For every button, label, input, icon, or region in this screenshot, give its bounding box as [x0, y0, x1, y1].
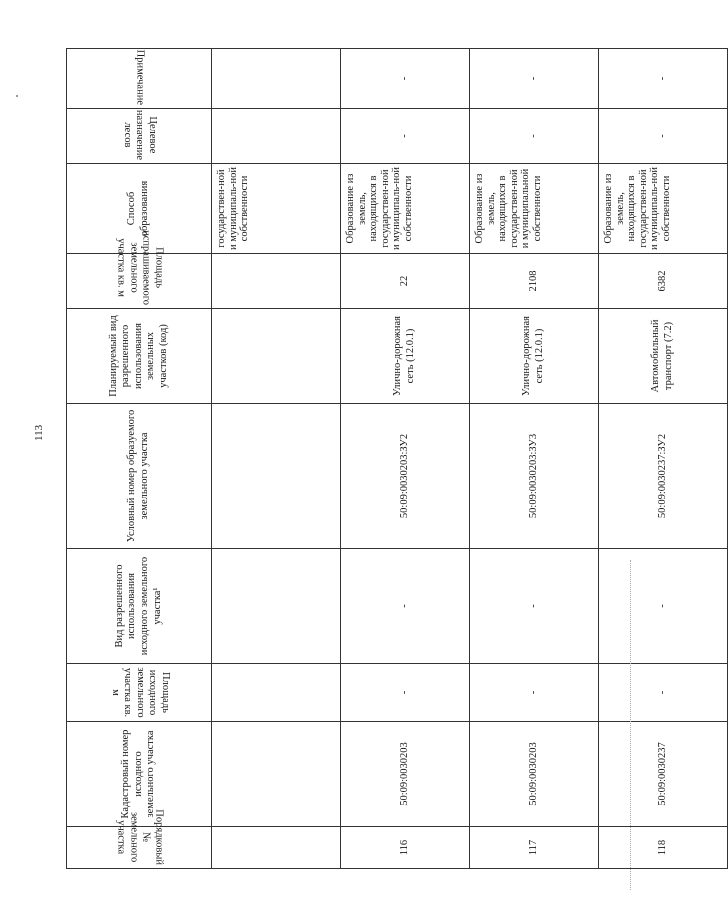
cell-new-number — [212, 404, 341, 549]
table-header-row — [67, 49, 212, 869]
cell-source-cadastral: 50:09:0030203 — [341, 722, 470, 827]
table-row — [212, 49, 341, 869]
page-number: 113 — [33, 424, 45, 441]
cell-note — [212, 49, 341, 109]
cell-new-area — [212, 254, 341, 309]
cell-source-cadastral — [212, 722, 341, 827]
cell-source-use: - — [470, 549, 599, 664]
cell-forest: - — [470, 109, 599, 164]
cell-note: - — [470, 49, 599, 109]
cell-forest: - — [599, 109, 728, 164]
cell-planned-use: Улично-дорожная сеть (12.0.1) — [341, 309, 470, 404]
cell-source-area: - — [341, 664, 470, 722]
cell-source-cadastral: 50:09:0030237 — [599, 722, 728, 827]
cell-note: - — [599, 49, 728, 109]
cell-source-use — [212, 549, 341, 664]
cell-new-number: 50:09:0030203:ЗУ3 — [470, 404, 599, 549]
header-source-use: Вид разрешенного использования исходного земельного участка¹ — [67, 549, 212, 664]
cell-source-area: - — [599, 664, 728, 722]
cell-method: Образование из земель, находящихся в государствен-ной и муниципальной собственности — [470, 164, 599, 254]
cell-new-number: 50:09:0030237:ЗУ2 — [599, 404, 728, 549]
table-row — [470, 49, 599, 869]
cell-order-no — [212, 827, 341, 869]
land-plot-table — [66, 48, 728, 869]
header-method: Способ образования — [67, 164, 212, 254]
scan-speck — [16, 95, 18, 97]
cell-method: Образование из земель, находящихся в государствен-ной и муниципаль-ной собственности — [599, 164, 728, 254]
cell-forest: - — [341, 109, 470, 164]
cell-order-no: 116 — [341, 827, 470, 869]
cell-note: - — [341, 49, 470, 109]
header-new-number: Условный номер образуемого земельного участка — [67, 404, 212, 549]
cell-new-area: 2108 — [470, 254, 599, 309]
cell-new-area: 22 — [341, 254, 470, 309]
header-source-area: Площадь исходного земельного участка кв. м — [67, 664, 212, 722]
header-note: Примечание — [67, 49, 212, 109]
cell-method: государствен-ной и муниципаль-ной собственности — [212, 164, 341, 254]
cell-planned-use: Автомобильный транспорт (7.2) — [599, 309, 728, 404]
cell-source-cadastral: 50:09:0030203 — [470, 722, 599, 827]
header-new-area: Площадь испрашиваемого земельного участка кв. м — [67, 254, 212, 309]
cell-method: Образование из земель, находящихся в государствен-ной и муниципаль-ной собственности — [341, 164, 470, 254]
cell-planned-use: Улично-дорожная сеть (12.0.1) — [470, 309, 599, 404]
cell-forest — [212, 109, 341, 164]
scan-edge-mark — [630, 560, 632, 890]
cell-order-no: 118 — [599, 827, 728, 869]
cell-source-use: - — [599, 549, 728, 664]
table-row — [599, 49, 728, 869]
cell-new-area: 6382 — [599, 254, 728, 309]
header-source-cadastral: Кадастровый номер исходного земельного участка — [67, 722, 212, 827]
land-plot-table-rotated — [66, 49, 674, 869]
header-forest: Целевое назначение лесов — [67, 109, 212, 164]
cell-source-area: - — [470, 664, 599, 722]
cell-planned-use — [212, 309, 341, 404]
header-planned-use: Планируемый вид разрешенного использования земельных участков (код) — [67, 309, 212, 404]
header-order-no: Порядковый № земельного участка — [67, 827, 212, 869]
cell-new-number: 50:09:0030203:ЗУ2 — [341, 404, 470, 549]
cell-order-no: 117 — [470, 827, 599, 869]
cell-source-area — [212, 664, 341, 722]
table-row — [341, 49, 470, 869]
cell-source-use: - — [341, 549, 470, 664]
